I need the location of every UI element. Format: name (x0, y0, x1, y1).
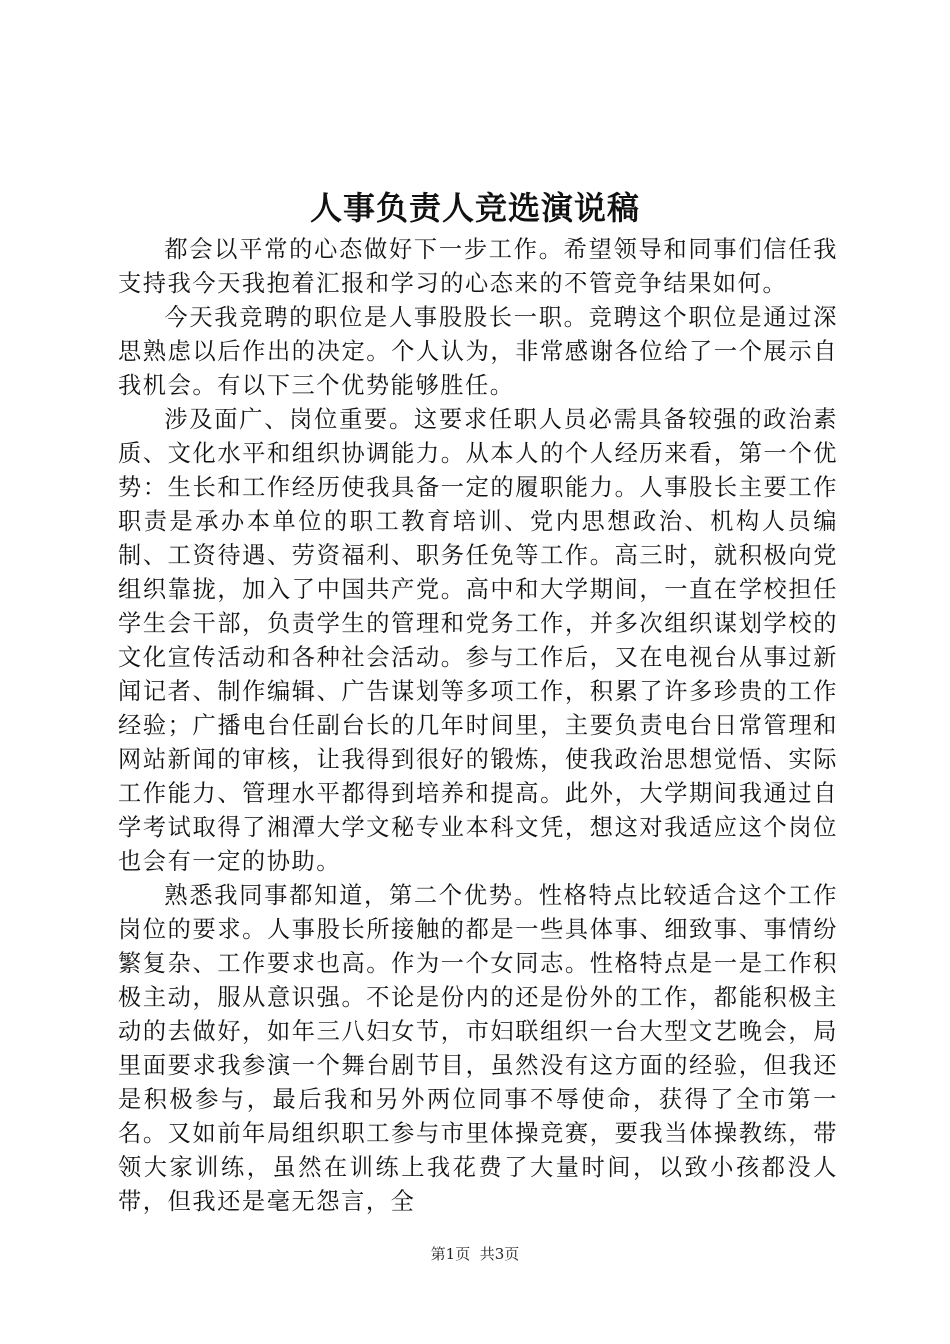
page-total: 共3页 (479, 1245, 520, 1263)
page-number: 第1页 (430, 1245, 471, 1263)
paragraph-3: 涉及面广、岗位重要。这要求任职人员必需具备较强的政治素质、文化水平和组织协调能力。从本人的个人经历来看，第一个优势：生长和工作经历使我具备一定的履职能力。人事股长主要工作职责是承办本单位的职工教育培训、党内思想政治、机构人员编制、工资待遇、劳资福利、职务任免等工作。高三时，就积极向党组织靠拢，加入了中国共产党。高中和大学期间，一直在学校担任学生会干部，负责学生的管理和党务工作，并多次组织谋划学校的文化宣传活动和各种社会活动。参与工作后，又在电视台从事过新闻记者、制作编辑、广告谋划等多项工作，积累了许多珍贵的工作经验；广播电台任副台长的几年时间里，主要负责电台日常管理和网站新闻的审核，让我得到很好的锻炼，使我政治思想觉悟、实际工作能力、管理水平都得到培养和提高。此外，大学期间我通过自学考试取得了湘潭大学文秘专业本科文凭，想这对我适应这个岗位也会有一定的协助。 (118, 406, 838, 875)
paragraph-1: 都会以平常的心态做好下一步工作。希望领导和同事们信任我支持我今天我抱着汇报和学习的心态来的不管竞争结果如何。 (118, 236, 838, 297)
footer-spacer (470, 1245, 480, 1263)
document-title: 人事负责人竞选演说稿 (309, 189, 640, 227)
paragraph-2: 今天我竞聘的职位是人事股股长一职。竞聘这个职位是通过深思熟虑以后作出的决定。个人认为，非常感谢各位给了一个展示自我机会。有以下三个优势能够胜任。 (118, 304, 838, 399)
page-footer (0, 1243, 950, 1265)
document-body (118, 233, 838, 1219)
paragraph-4: 熟悉我同事都知道，第二个优势。性格特点比较适合这个工作岗位的要求。人事股长所接触的都是一些具体事、细致事、事情纷繁复杂、工作要求也高。作为一个女同志。性格特点是一是工作积极主动，服从意识强。不论是份内的还是份外的工作，都能积极主动的去做好，如年三八妇女节，市妇联组织一台大型文艺晚会，局里面要求我参演一个舞台剧节目，虽然没有这方面的经验，但我还是积极参与，最后我和另外两位同事不辱使命，获得了全市第一名。又如前年局组织职工参与市里体操竞赛，要我当体操教练，带领大家训练，虽然在训练上我花费了大量时间，以致小孩都没人带，但我还是毫无怨言，全 (118, 882, 838, 1215)
